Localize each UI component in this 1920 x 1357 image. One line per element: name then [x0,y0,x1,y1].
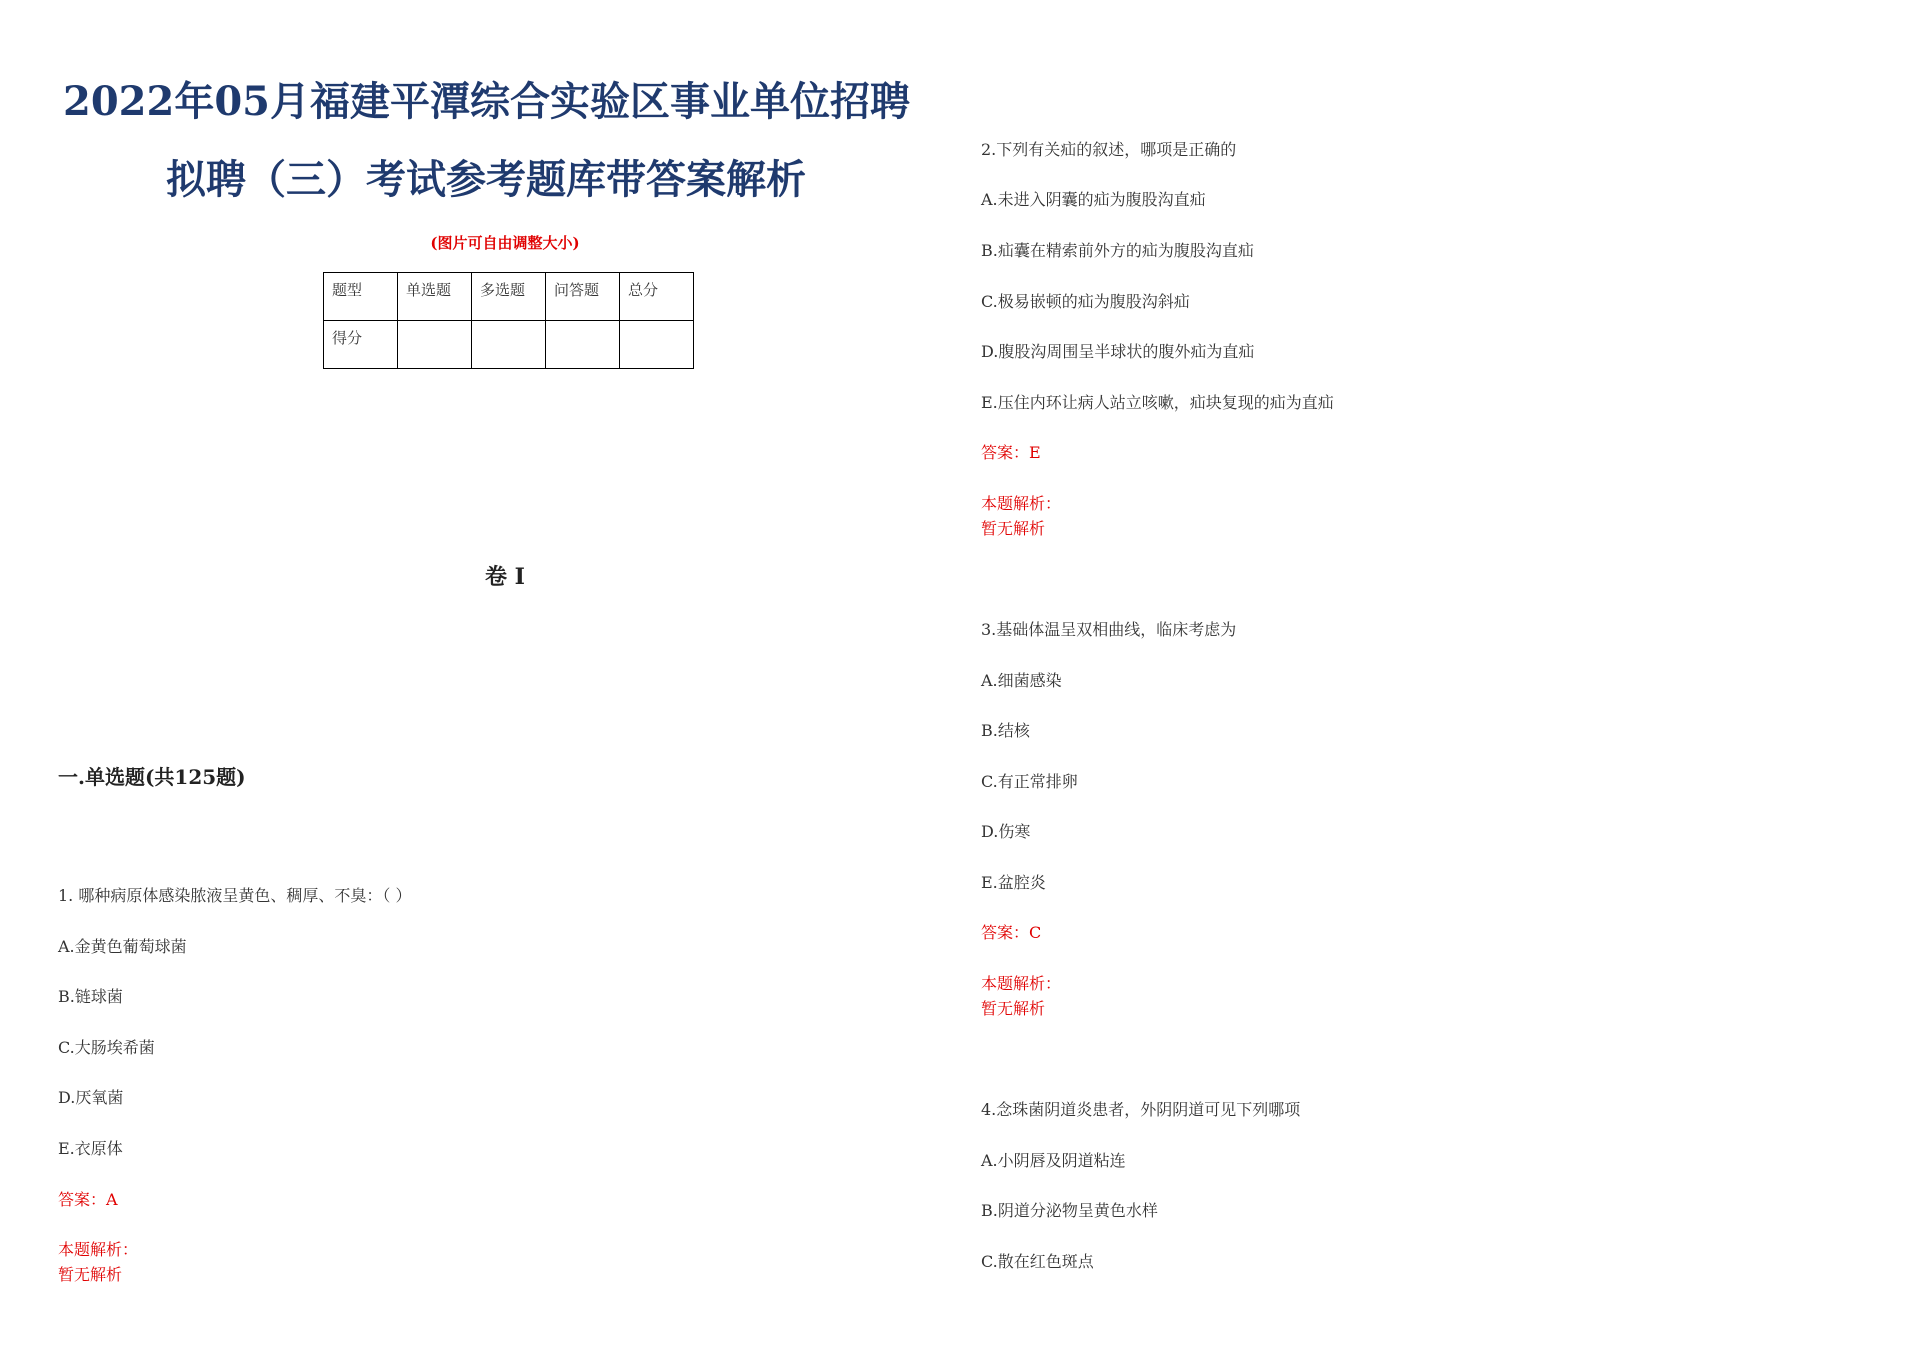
question-1-option-a: A.金黄色葡萄球菌 [58,937,187,956]
table-cell: 得分 [324,321,398,369]
question-1-analysis-label: 本题解析： [58,1240,139,1259]
question-1-stem: 1. 哪种病原体感染脓液呈黄色、稠厚、不臭：（ ） [58,886,412,905]
question-4-stem: 4.念珠菌阴道炎患者，外阴阴道可见下列哪项 [981,1100,1301,1119]
question-3-option-d: D.伤寒 [981,822,1031,841]
document-title-line-2: 拟聘（三）考试参考题库带答案解析 [166,156,806,203]
question-2-stem: 2.下列有关疝的叙述，哪项是正确的 [981,140,1237,159]
score-input-cell[interactable] [472,321,546,369]
question-2-answer: 答案：E [981,443,1041,462]
question-2-analysis: 暂无解析 [981,519,1046,538]
document-title-line-1: 2022年05月福建平潭综合实验区事业单位招聘 [63,78,910,125]
score-table-header-row [324,273,694,321]
question-3-analysis-label: 本题解析： [981,974,1062,993]
table-cell: 题型 [324,273,398,321]
question-4-option-c: C.散在红色斑点 [981,1252,1094,1271]
question-1-answer: 答案：A [58,1190,118,1209]
question-2-option-e: E.压住内环让病人站立咳嗽，疝块复现的疝为直疝 [981,393,1334,412]
score-table-score-row [324,321,694,369]
question-2-option-a: A.未进入阴囊的疝为腹股沟直疝 [981,190,1206,209]
question-2-option-b: B.疝囊在精索前外方的疝为腹股沟直疝 [981,241,1254,260]
question-4-option-a: A.小阴唇及阴道粘连 [981,1151,1126,1170]
score-input-cell[interactable] [620,321,694,369]
volume-heading: 卷 I [485,564,525,590]
question-3-option-c: C.有正常排卵 [981,772,1078,791]
question-1-option-d: D.厌氧菌 [58,1088,124,1107]
question-3-option-a: A.细菌感染 [981,671,1062,690]
question-3-answer: 答案：C [981,923,1042,942]
score-table [323,272,694,369]
question-1-option-e: E.衣原体 [58,1139,123,1158]
question-1-option-b: B.链球菌 [58,987,123,1006]
question-3-option-e: E.盆腔炎 [981,873,1046,892]
question-2-analysis-label: 本题解析： [981,494,1062,513]
question-3-stem: 3.基础体温呈双相曲线，临床考虑为 [981,620,1237,639]
table-cell: 问答题 [546,273,620,321]
question-3-option-b: B.结核 [981,721,1030,740]
table-cell: 单选题 [398,273,472,321]
table-cell: 总分 [620,273,694,321]
question-1-analysis: 暂无解析 [58,1265,123,1284]
score-input-cell[interactable] [398,321,472,369]
question-2-option-d: D.腹股沟周围呈半球状的腹外疝为直疝 [981,342,1255,361]
question-1-option-c: C.大肠埃希菌 [58,1038,155,1057]
table-cell: 多选题 [472,273,546,321]
section-heading: 一.单选题(共125题) [58,765,246,789]
question-2-option-c: C.极易嵌顿的疝为腹股沟斜疝 [981,292,1190,311]
score-input-cell[interactable] [546,321,620,369]
resize-note: (图片可自由调整大小) [430,234,580,252]
question-4-option-b: B.阴道分泌物呈黄色水样 [981,1201,1158,1220]
question-3-analysis: 暂无解析 [981,999,1046,1018]
